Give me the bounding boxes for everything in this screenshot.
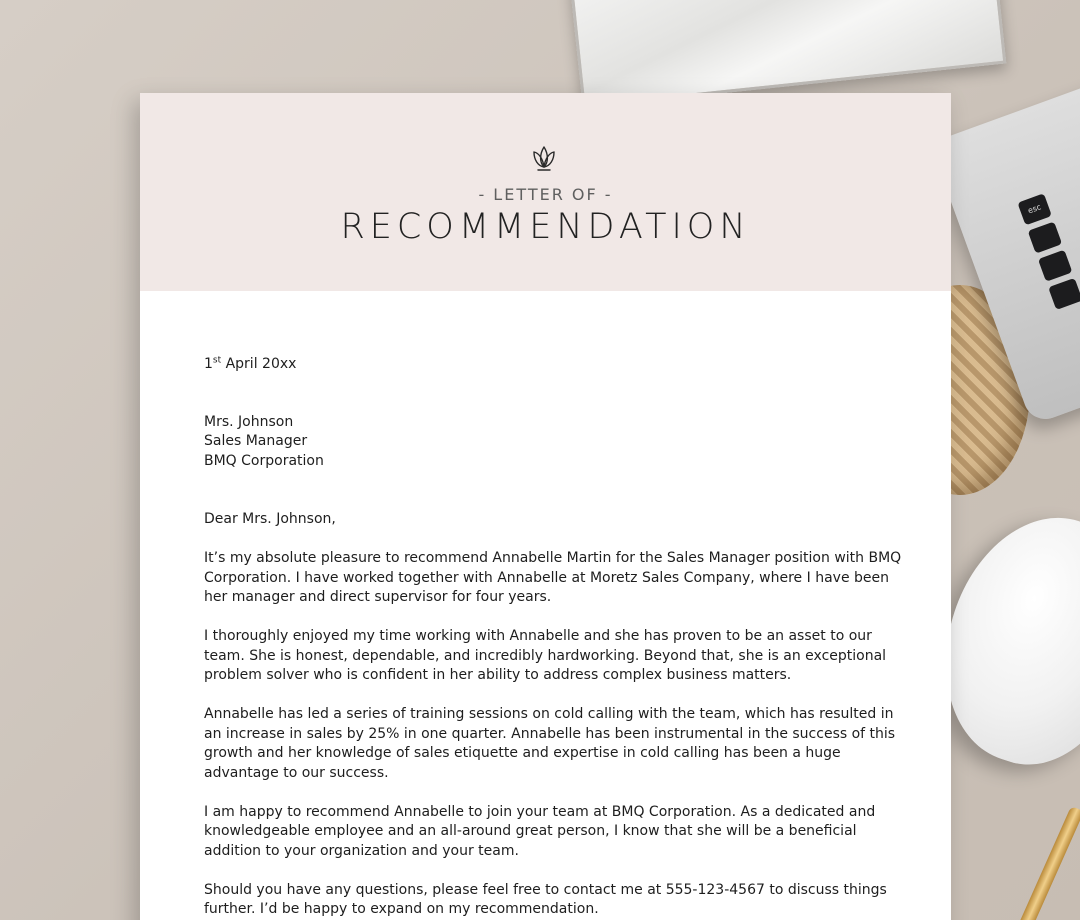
paragraph-1: It’s my absolute pleasure to recommend Annabelle Martin for the Sales Manager position with BMQ Corporation. I have worked together with Annabelle at Moretz Sales Company, where I have been her manager and direct supervisor for four years.: [204, 550, 902, 605]
letter-page: [140, 93, 951, 920]
letter-title: RECOMMENDATION: [340, 207, 751, 247]
recipient-name: Mrs. Johnson: [204, 413, 294, 430]
keyboard-key: [1028, 221, 1063, 253]
recipient-company: BMQ Corporation: [204, 452, 324, 469]
recipient-position: Sales Manager: [204, 433, 308, 449]
paragraph-4: I am happy to recommend Annabelle to join your team at BMQ Corporation. As a dedicated and knowledgeable employee and an all-around great person, I know that she will be a beneficial addition to your organization and your team.: [204, 803, 876, 859]
letter-body: [204, 355, 904, 920]
lotus-icon: [528, 141, 560, 173]
keyboard-key: [1038, 250, 1073, 282]
letter-header: [140, 93, 951, 291]
paragraph-5: Should you have any questions, please feel free to contact me at 555-123-4567 to discuss things further. I’d be happy to expand on my recommendation.: [204, 881, 887, 917]
letter-date: [204, 355, 904, 375]
keyboard-key-esc: esc: [1017, 193, 1052, 225]
date-suffix: st: [212, 355, 222, 366]
date-day: 1: [204, 356, 213, 372]
paragraph-3: Annabelle has led a series of training sessions on cold calling with the team, which has resulted in an increase in sales by 25% in one quarter. Annabelle has been instrumental in the success of this growth and her knowledge of sales etiquette and expertise in cold calling has been a huge advantage to our success.: [204, 706, 896, 781]
paragraph-2: I thoroughly enjoyed my time working with Annabelle and she has proven to be an asset to our team. She is honest, dependable, and incredibly hardworking. Beyond that, she is an exceptional problem solver who is confident in her ability to address complex business matters.: [204, 628, 887, 683]
keyboard-key: [1048, 278, 1080, 310]
letter-subtitle: - LETTER OF -: [478, 185, 613, 204]
marble-coaster: [570, 0, 1007, 108]
date-rest: April 20xx: [221, 356, 297, 372]
gold-pen: [990, 806, 1080, 920]
salutation: Dear Mrs. Johnson,: [204, 511, 336, 527]
recipient-address: [204, 413, 904, 472]
